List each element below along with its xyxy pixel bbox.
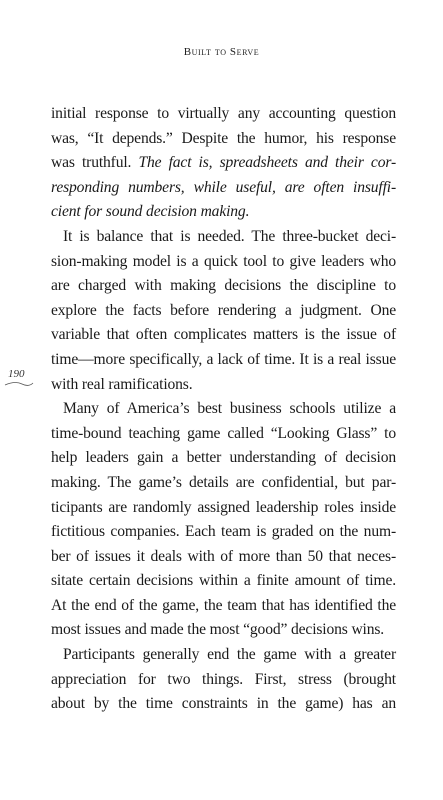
text-line: sitate certain decisions within a finite amount of time. bbox=[51, 572, 396, 590]
text-line: initial response to virtually any accounting question bbox=[51, 105, 396, 122]
text-line: variable that often complicates matters is the issue of bbox=[51, 326, 396, 344]
text-line: most issues and made the most “good” decisions wins. bbox=[51, 621, 385, 639]
text-line: time—more specifically, a lack of time. It is a real issue bbox=[51, 350, 396, 368]
text-line: making. The game’s details are confidential, but par- bbox=[51, 473, 396, 491]
page-number: 190 bbox=[8, 368, 25, 380]
text-line: was, “It depends.” Despite the humor, his response bbox=[51, 129, 396, 147]
text-line: It is balance that is needed. The three-bucket deci- bbox=[63, 227, 396, 245]
text-line bbox=[51, 176, 396, 201]
italic-text-span: responding numbers, while useful, are often insuffi- bbox=[51, 178, 396, 196]
text-line: appreciation for two things. First, stress (brought bbox=[51, 670, 396, 688]
italic-text-span: The fact is, spreadsheets and their cor- bbox=[138, 154, 397, 172]
text-line: Many of America’s best business schools utilize a bbox=[63, 400, 396, 418]
text-line bbox=[51, 200, 396, 225]
text-line: ber of issues it deals with of more than 50 that neces- bbox=[51, 547, 396, 565]
text-line: about by the time constraints in the game) has an bbox=[51, 695, 396, 713]
running-head: Built to Serve bbox=[183, 46, 260, 58]
italic-text-span: cient for sound decision making. bbox=[51, 203, 250, 221]
text-line: are charged with making decisions the discipline to bbox=[51, 277, 396, 295]
text-line: time-bound teaching game called “Looking Glass” to bbox=[51, 424, 396, 442]
text-line bbox=[51, 151, 396, 176]
text-line: ticipants are randomly assigned leadership roles inside bbox=[51, 498, 396, 516]
text-line: fictitious companies. Each team is graded on the num- bbox=[51, 523, 396, 541]
text-line: with real ramifications. bbox=[51, 375, 193, 393]
text-line: At the end of the game, the team that has identified the bbox=[51, 596, 396, 614]
text-span: was truthful. bbox=[51, 154, 139, 172]
text-line: Participants generally end the game with a greater bbox=[63, 646, 396, 664]
text-line: help leaders gain a better understanding of decision bbox=[51, 449, 396, 467]
page-number-swash-ornament bbox=[4, 381, 34, 387]
body-text bbox=[51, 102, 396, 717]
text-line: sion-making model is a quick tool to give leaders who bbox=[51, 252, 396, 270]
text-line: explore the facts before rendering a judgment. One bbox=[51, 301, 396, 319]
